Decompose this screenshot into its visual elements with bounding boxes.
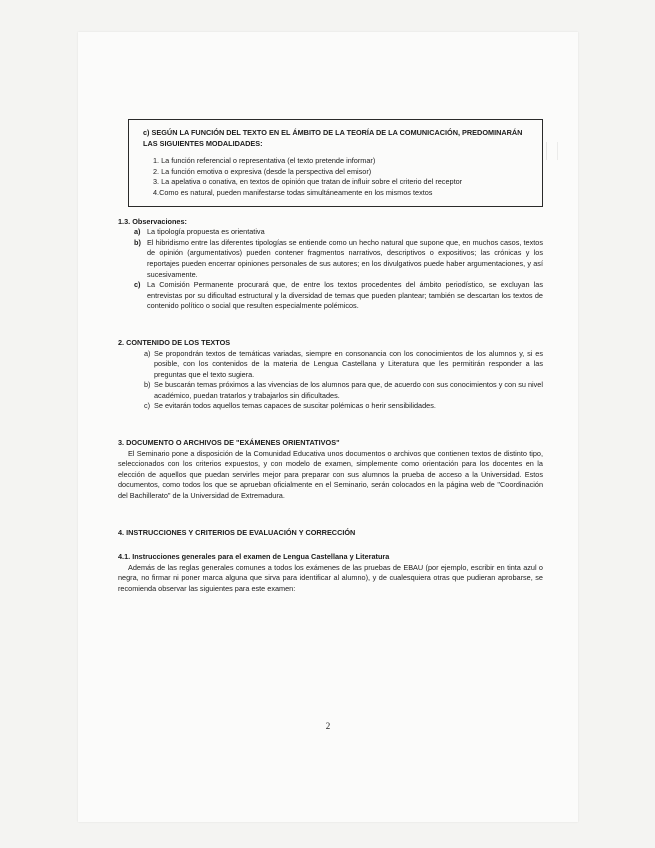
documento-section	[118, 438, 543, 502]
communication-modalities-box	[128, 119, 543, 207]
list-text: Se evitarán todos aquellos temas capaces de suscitar polémicas o herir sensibilidades.	[154, 401, 436, 411]
list-item	[144, 349, 543, 381]
box-title: c) SEGÚN LA FUNCIÓN DEL TEXTO EN EL ÁMBITO DE LA TEORÍA DE LA COMUNICACIÓN, PREDOMINARÁN LAS SIGUIENTES MODALIDADES:	[143, 128, 523, 148]
documento-paragraph: El Seminario pone a disposición de la Comunidad Educativa unos documentos o archivos que contienen textos de distinto tipo, seleccionados con los criterios expuestos, y con modelo de examen, simplemente como orientación para los docentes en la elección de aquellos que puedan servirles mejor para preparar con sus alumnos la prueba de acceso a la Universidad. Estos documentos, como todos los que se aprueban oficialmente en el Seminario, serán colocados en la página web de "Coordinación del Bachillerato" de la Universidad de Extremadura.	[118, 448, 543, 501]
contenido-list	[118, 349, 543, 413]
list-marker: c)	[134, 280, 141, 290]
observaciones-heading: 1.3. Observaciones:	[118, 216, 187, 226]
list-marker: c)	[144, 401, 151, 411]
modality-item: 3. La apelativa o conativa, en textos de opinión que tratan de influir sobre el criterio del receptor	[153, 177, 463, 187]
list-text: La tipología propuesta es orientativa	[147, 227, 265, 237]
list-marker: b)	[144, 380, 151, 390]
scan-artifact	[546, 142, 558, 160]
instrucciones-section	[118, 528, 543, 595]
contenido-section	[118, 338, 543, 412]
list-item	[134, 280, 543, 312]
modality-item: 2. La función emotiva o expresiva (desde la perspectiva del emisor)	[153, 166, 372, 176]
list-text: La Comisión Permanente procurará que, de entre los textos procedentes del ámbito periodístico, se excluyan las entrevistas por su dificultad estructural y la diversidad de temas que pueden plantear; también se descartan los textos de contenido político o social que resulten especialmente polémicos.	[147, 280, 543, 311]
instrucciones-subheading: 4.1. Instrucciones generales para el examen de Lengua Castellana y Literatura	[118, 552, 390, 562]
documento-heading: 3. DOCUMENTO O ARCHIVOS DE "EXÁMENES ORIENTATIVOS"	[118, 438, 340, 448]
page-content	[118, 119, 543, 595]
page-number: 2	[325, 721, 331, 731]
observaciones-section	[118, 217, 543, 312]
document-page	[78, 32, 578, 822]
list-item	[144, 401, 543, 412]
modality-item: 4.Como es natural, pueden manifestarse todas simultáneamente en los mismos textos	[153, 187, 433, 197]
list-marker: a)	[144, 348, 151, 358]
list-text: Se buscarán temas próximos a las vivencias de los alumnos para que, de acuerdo con sus conocimientos y con su nivel académico, puedan tratarlos y trabajarlos sin dificultades.	[154, 380, 543, 400]
instrucciones-paragraph: Además de las reglas generales comunes a todos los exámenes de las pruebas de EBAU (por ejemplo, escribir en tinta azul o negra, no firmar ni poner marca alguna que sirva para identificar al alumno), y de cualesquiera otras que pudieran aprobarse, se recomienda observar las siguientes para este examen:	[118, 562, 543, 593]
modality-item: 1. La función referencial o representativa (el texto pretende informar)	[153, 156, 376, 166]
contenido-heading: 2. CONTENIDO DE LOS TEXTOS	[118, 337, 231, 347]
instrucciones-heading: 4. INSTRUCCIONES Y CRITERIOS DE EVALUACIÓN Y CORRECCIÓN	[118, 527, 356, 537]
list-marker: b)	[134, 237, 141, 247]
list-text: Se propondrán textos de temáticas variadas, siempre en consonancia con los conocimientos de los alumnos y, si es posible, con los contenidos de la materia de Lengua Castellana y Literatura que les permitirán responder a las preguntas que el texto sugiera.	[154, 348, 543, 379]
list-text: El hibridismo entre las diferentes tipologías se entiende como un hecho natural que supone que, en muchos casos, textos de opinión (argumentativos) pueden contener fragmentos narrativos, descriptivos o expositivos; las crónicas y los reportajes pueden encerrar opiniones personales de sus autores; en los divulgativos puede haber argumentaciones, y así sucesivamente.	[147, 237, 543, 279]
list-item	[144, 380, 543, 401]
list-item	[134, 227, 543, 238]
modalities-list	[153, 156, 532, 198]
list-marker: a)	[134, 227, 141, 237]
observaciones-list	[118, 227, 543, 312]
list-item	[134, 238, 543, 280]
